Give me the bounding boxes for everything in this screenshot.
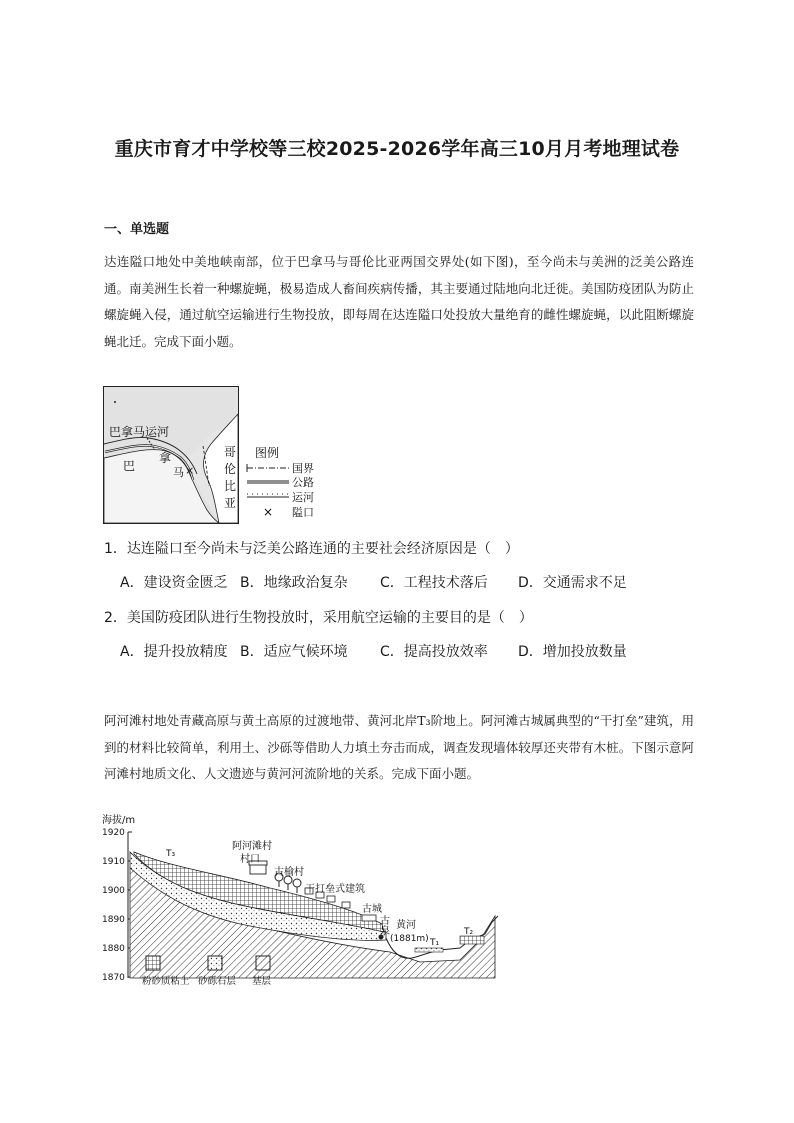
label-old-elm: 古榆村 (274, 867, 304, 878)
legend-pass-symbol: × (263, 505, 274, 519)
q2-option-c[interactable]: C．提高投放效率 (380, 644, 488, 660)
label-t1: T₁ (430, 938, 440, 948)
label-village-1: 阿河滩村 (232, 841, 272, 852)
q2-option-b[interactable]: B．适应气候环境 (240, 644, 348, 660)
page-title: 重庆市育才中学校等三校2025-2026学年高三10月月考地理试卷 (114, 138, 680, 160)
label-rammed: 干打垒式建筑 (305, 884, 365, 895)
ytick-label: 1880 (102, 944, 125, 954)
q1-option-c[interactable]: C．工程技术落后 (380, 575, 488, 591)
map-colombia-2: 伦 (224, 462, 237, 476)
question-1-stem: 1．达连隘口至今尚未与泛美公路连通的主要社会经济原因是（ ） (104, 541, 519, 557)
question-2-stem: 2．美国防疫团队进行生物投放时，采用航空运输的主要目的是（ ） (104, 610, 533, 626)
ytick-label: 1920 (102, 828, 125, 838)
q1-option-a[interactable]: A．建设资金匮乏 (120, 575, 228, 591)
legend-border-symbol (247, 464, 289, 472)
q2-option-d[interactable]: D．增加投放数量 (518, 644, 627, 660)
label-t2: T₂ (464, 927, 474, 937)
map-country-ba: 巴 (123, 459, 136, 473)
map-country-na: 拿 (159, 451, 172, 465)
map-colombia-3: 比 (224, 479, 237, 493)
ytick-label: 1900 (102, 886, 125, 896)
legend-road: 公路 (292, 476, 314, 489)
q2-option-a[interactable]: A．提升投放精度 (120, 644, 228, 660)
legend-canal: 运河 (292, 491, 314, 504)
svg-text:×: × (185, 464, 195, 477)
terrace-profile (100, 812, 510, 990)
legend-canal-symbol (247, 494, 289, 497)
label-river-elev: (1881m) (390, 934, 429, 944)
map-colombia-4: 亚 (224, 496, 237, 510)
label-old-city: 古城 (362, 904, 382, 915)
section-heading: 一、单选题 (104, 222, 170, 237)
ytick-label: 1910 (102, 857, 125, 867)
label-spring-1: 古 (380, 916, 390, 927)
darien-map (103, 386, 333, 526)
passage-2: 阿河滩村地处青藏高原与黄土高原的过渡地带、黄河北岸T₃阶地上。阿河滩古城属典型的“干打垒”建筑，用到的材料比较简单，利用土、沙砾等借助人力填土夯击而成，调查发现墙体较厚还夹带有木桩。下图示意阿河滩村地质文化、人文遗迹与黄河河流阶地的关系。完成下面小题。 (104, 713, 694, 781)
map-legend-title: 图例 (255, 446, 280, 460)
label-village-2: 村口 (240, 854, 260, 865)
map-canal-label: 巴拿马运河 (109, 425, 170, 439)
legend-silty-clay: 粉砂质粘土 (142, 976, 190, 987)
q1-option-d[interactable]: D．交通需求不足 (518, 575, 627, 591)
label-t3: T₃ (166, 849, 176, 859)
ytick-label: 1890 (102, 915, 125, 925)
map-colombia-1: 哥 (224, 445, 237, 459)
legend-bedrock: 基层 (252, 976, 272, 987)
label-spring-2: 泉 (380, 926, 390, 937)
map-country-ma: 马 (173, 466, 184, 479)
profile-ylabel: 海拔/m (102, 815, 136, 826)
legend-border: 国界 (292, 462, 314, 475)
question-2-options (120, 641, 648, 661)
question-1-options (120, 572, 648, 592)
passage-1: 达连隘口地处中美地峡南部，位于巴拿马与哥伦比亚两国交界处(如下图)，至今尚未与美洲的泛美公路连通。南美洲生长着一种螺旋蝇，极易造成人畜间疾病传播，其主要通过陆地向北迁徙。美国防疫团队为防止螺旋蝇入侵，通过航空运输进行生物投放，即每周在达连隘口处投放大量绝育的雌性螺旋蝇，以此阻断螺旋蝇北迁。完成下面小题。 (104, 254, 694, 349)
legend-pass: 隘口 (292, 506, 314, 519)
legend-gravel: 砂砾石层 (198, 976, 237, 987)
ytick-label: 1870 (102, 973, 125, 983)
q1-option-b[interactable]: B．地缘政治复杂 (240, 575, 348, 591)
label-river: 黄河 (396, 920, 416, 931)
